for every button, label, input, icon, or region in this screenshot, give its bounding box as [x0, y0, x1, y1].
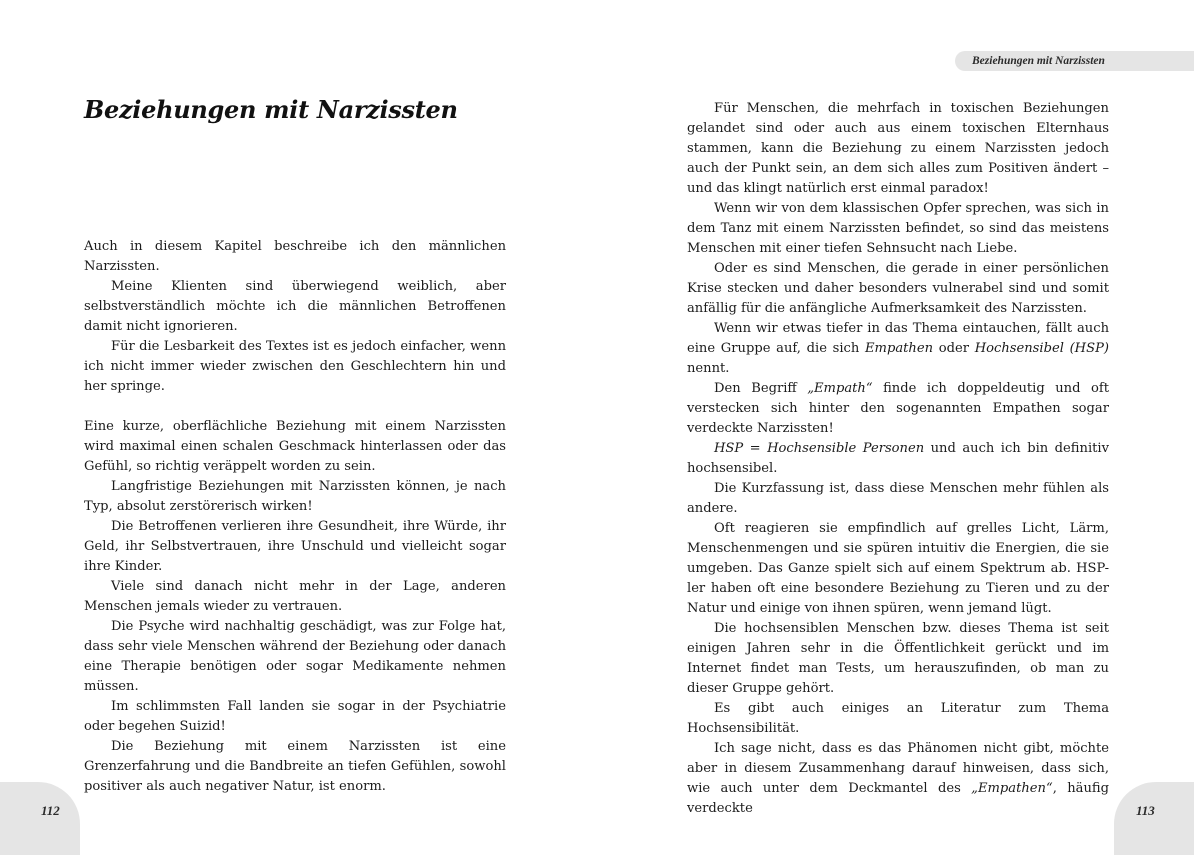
emphasis: HSP = Hochsensible Personen — [714, 441, 925, 456]
paragraph: Eine kurze, oberflächliche Beziehung mit einem Narzissten wird maximal einen schalen Geschmack hinterlassen oder das Gefühl, so richtig veräppelt worden zu sein. — [84, 419, 506, 474]
paragraph: Viele sind danach nicht mehr in der Lage, anderen Menschen jemals wieder zu vertrauen. — [84, 579, 506, 614]
paragraph: Für die Lesbarkeit des Textes ist es jedoch einfacher, wenn ich nicht immer wieder zwischen den Geschlechtern hin und her springe. — [84, 339, 506, 394]
paragraph: Auch in diesem Kapitel beschreibe ich den männlichen Narzissten. — [84, 239, 506, 274]
emphasis: „Empathen“ — [971, 781, 1053, 796]
text-run: Ich sage nicht, dass es das Phänomen nicht gibt, möchte aber in diesem Zusammenhang darauf hinweisen, dass sich, wie auch unter dem Deckmantel des — [687, 741, 1109, 796]
left-page-text — [84, 237, 506, 797]
emphasis: „Empath“ — [807, 381, 873, 396]
text-run: finde ich doppeldeutig und oft verstecken sich hinter den sogenannten Empathen sogar verdeckte Narzissten! — [687, 381, 1109, 436]
chapter-title: Beziehungen mit Narzissten — [84, 95, 458, 124]
paragraph: Oder es sind Menschen, die gerade in einer persönlichen Krise stecken und daher besonders vulnerabel sind und somit anfällig für die anfängliche Aufmerksamkeit des Narzissten. — [687, 261, 1109, 316]
paragraph: Die Betroffenen verlieren ihre Gesundheit, ihre Würde, ihr Geld, ihr Selbstvertrauen, ihre Unschuld und vielleicht sogar ihre Kinder. — [84, 519, 506, 574]
paragraph: Langfristige Beziehungen mit Narzissten können, je nach Typ, absolut zerstörerisch wirken! — [84, 479, 506, 514]
running-header: Beziehungen mit Narzissten — [955, 51, 1194, 71]
page-number-right: 113 — [1136, 803, 1155, 818]
paragraph: Die hochsensiblen Menschen bzw. dieses Thema ist seit einigen Jahren sehr in die Öffentlichkeit gerückt und im Internet findet man Tests, um herauszufinden, ob man zu dieser Gruppe gehört. — [687, 621, 1109, 696]
emphasis: Hochsensibel (HSP) — [974, 341, 1109, 356]
text-run: und auch ich bin definitiv hochsensibel. — [687, 441, 1109, 476]
paragraph: Die Psyche wird nachhaltig geschädigt, was zur Folge hat, dass sehr viele Menschen während der Beziehung oder danach eine Therapie benötigen oder sogar Medikamente nehmen müssen. — [84, 619, 506, 694]
paragraph — [687, 739, 1109, 819]
paragraph: Die Kurzfassung ist, dass diese Menschen mehr fühlen als andere. — [687, 481, 1109, 516]
paragraph: Meine Klienten sind überwiegend weiblich, aber selbstverständlich möchte ich die männlichen Betroffenen damit nicht ignorieren. — [84, 279, 506, 334]
text-run: nennt. — [687, 361, 730, 376]
page-number-left: 112 — [41, 803, 60, 818]
paragraph: Oft reagieren sie empfindlich auf grelles Licht, Lärm, Menschenmengen und sie spüren intuitiv die Energien, die sie umgeben. Das Ganze spielt sich auf einem Spektrum ab. HSP-ler haben oft eine besondere Beziehung zu Tieren und zu der Natur und einige von ihnen spüren, wenn jemand lügt. — [687, 521, 1109, 616]
text-run: , häufig verdeckte — [687, 781, 1109, 816]
paragraph: Die Beziehung mit einem Narzissten ist eine Grenzerfahrung und die Bandbreite an tiefen Gefühlen, sowohl positiver als auch negativer Natur, ist enorm. — [84, 739, 506, 794]
paragraph: Im schlimmsten Fall landen sie sogar in der Psychiatrie oder begehen Suizid! — [84, 699, 506, 734]
text-run: Den Begriff — [714, 381, 808, 396]
page-corner-left — [0, 782, 80, 855]
paragraph: Wenn wir von dem klassischen Opfer sprechen, was sich in dem Tanz mit einem Narzissten befindet, so sind das meistens Menschen mit einer tiefen Sehnsucht nach Liebe. — [687, 201, 1109, 256]
emphasis: Empathen — [864, 341, 934, 356]
paragraph — [687, 319, 1109, 379]
paragraph: Es gibt auch einiges an Literatur zum Thema Hochsensibilität. — [687, 701, 1109, 736]
right-page-text — [687, 99, 1109, 819]
paragraph — [687, 439, 1109, 479]
paragraph: Für Menschen, die mehrfach in toxischen Beziehungen gelandet sind oder auch aus einem toxischen Elternhaus stammen, kann die Beziehung zu einem Narzissten jedoch auch der Punkt sein, an dem sich alles zum Positiven ändert – und das klingt natürlich erst einmal paradox! — [687, 101, 1109, 196]
text-run: Wenn wir etwas tiefer in das Thema eintauchen, fällt auch eine Gruppe auf, die sich — [687, 321, 1109, 356]
paragraph — [687, 379, 1109, 439]
text-run: oder — [933, 341, 975, 356]
